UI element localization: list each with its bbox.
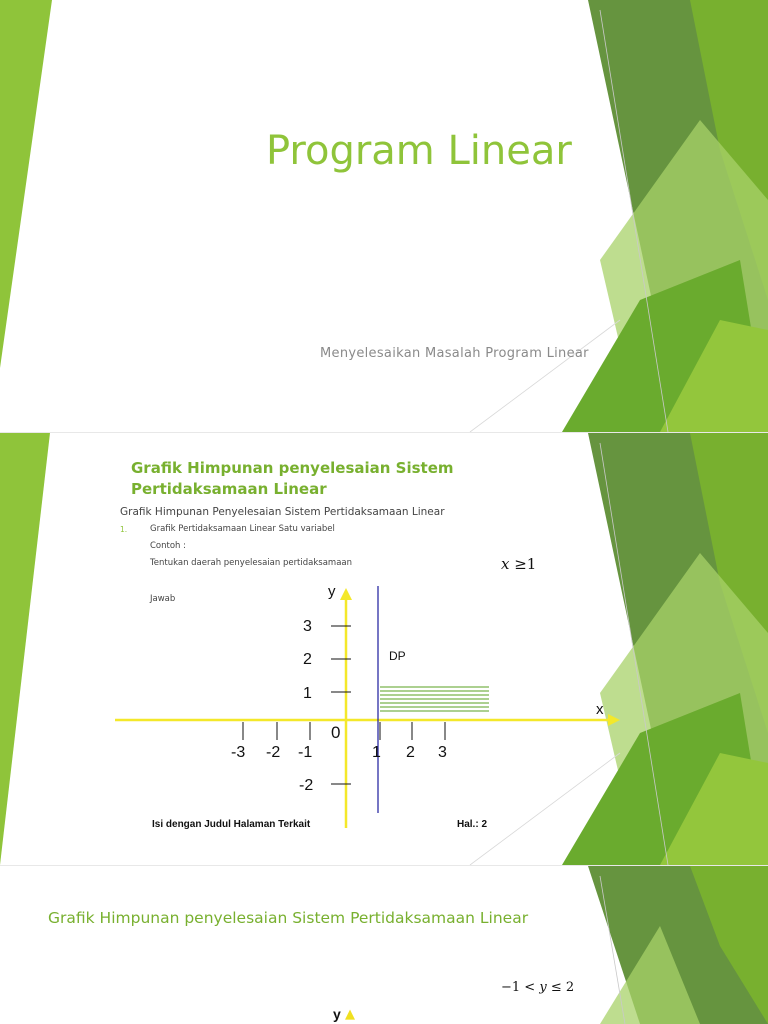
y-axis-arrow-icon: ▲ [345,1007,355,1022]
subheading: Grafik Himpunan Penyelesaian Sistem Pertidaksamaan Linear [120,506,445,518]
inequality-graph [0,433,768,865]
footer-title: Isi dengan Judul Halaman Terkait [152,819,311,830]
solution-region-hatch [380,687,489,711]
item-title: Grafik Pertidaksamaan Linear Satu variabel [150,524,335,534]
x-tick-label: 1 [372,744,381,761]
list-number: 1. [120,525,128,534]
x-axis-arrow [608,714,620,726]
slide-decoration [0,0,768,432]
formula-relation: ≥1 [509,555,537,573]
graph-slide [0,433,768,865]
instruction-text: Tentukan daerah penyelesaian pertidaksamaan [150,558,353,568]
x-axis-label: x [596,701,604,718]
slide-heading: Grafik Himpunan penyelesaian Sistem Pertidaksamaan Linear [48,909,529,927]
y-axis-label: y [328,583,336,600]
origin-label: 0 [331,723,341,742]
inequality-formula [501,980,574,995]
slide-heading: Grafik Himpunan penyelesaian Sistem Pertidaksamaan Linear [131,459,454,498]
y-tick-label: 1 [303,685,312,702]
contoh-label: Contoh : [150,541,187,551]
left-green-shard [0,0,52,368]
presentation-subtitle: Menyelesaikan Masalah Program Linear [320,346,589,361]
x-tick-label: 2 [406,744,415,761]
x-tick-label: -2 [266,744,281,761]
x-tick-label: 3 [438,744,447,761]
x-tick-label: -3 [231,744,246,761]
x-tick-label: -1 [298,744,313,761]
formula-variable: x [501,555,510,573]
y-axis-label: y [333,1006,341,1022]
region-label: DP [389,649,406,663]
title-slide [0,0,768,432]
y-tick-label: -2 [299,777,314,794]
y-tick-label: 2 [303,651,312,668]
formula-variable: y [539,980,547,995]
footer-page-number: Hal.: 2 [457,819,488,830]
jawab-label: Jawab [150,594,176,604]
slide-decoration [0,866,768,1024]
y-axis-arrow [340,588,352,600]
presentation-title: Program Linear [266,128,572,174]
formula-left: −1 < [501,980,540,995]
graph-slide-2 [0,866,768,1024]
y-tick-label: 3 [303,618,312,635]
formula-right: ≤ 2 [546,980,575,995]
